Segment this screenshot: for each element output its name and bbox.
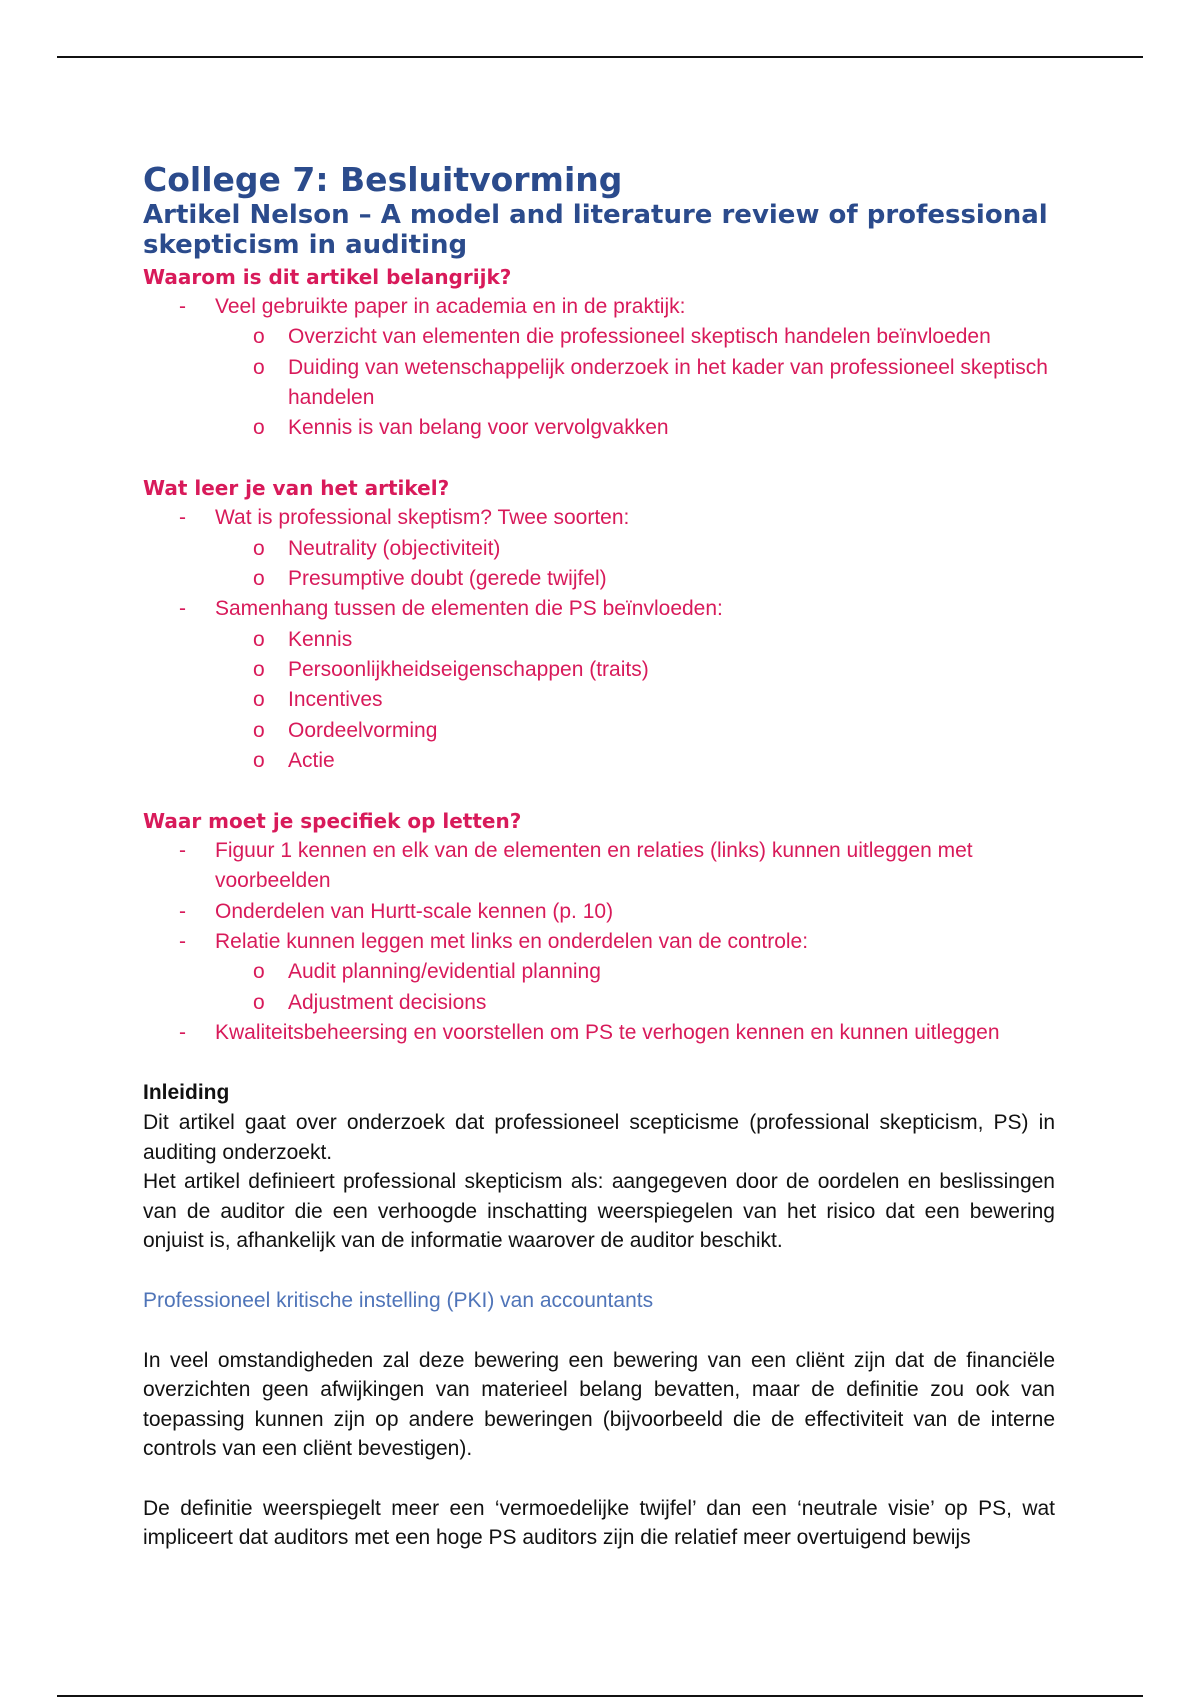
dash-marker: - bbox=[179, 295, 186, 318]
sub-item-text: Kennis bbox=[288, 627, 353, 651]
intro-paragraph-2: Het artikel definieert professional skepticism als: aangegeven door de oordelen en beslissingen van de auditor die een verhoogde inschatting weerspiegelen van het risico dat een bewering onjuist is, afhankelijk van de informatie waarover de auditor beschikt. bbox=[143, 1170, 1055, 1253]
list-item-text: Figuur 1 kennen en elk van de elementen en relaties (links) kunnen uitleggen met voorbeelden bbox=[215, 839, 973, 893]
section-heading: Waar moet je specifiek op letten? bbox=[143, 809, 522, 834]
sub-item-text: Persoonlijkheidseigenschappen (traits) bbox=[288, 657, 649, 681]
list-item bbox=[143, 503, 1055, 594]
sub-list-item bbox=[143, 534, 1055, 564]
section-heading: Waarom is dit artikel belangrijk? bbox=[143, 265, 512, 289]
list-item bbox=[143, 292, 1055, 443]
sub-list-item bbox=[143, 988, 1055, 1018]
pki-heading: Professioneel kritische instelling (PKI) van accountants bbox=[143, 1288, 654, 1312]
circle-marker: o bbox=[253, 748, 265, 772]
list-item bbox=[143, 594, 1055, 776]
header-rule bbox=[57, 56, 1143, 58]
pki-paragraph-1: In veel omstandigheden zal deze bewering een bewering van een cliënt zijn dat de financiële overzichten geen afwijkingen van materieel belang bevatten, maar de definitie zou ook van toepassing kunnen zijn op andere beweringen (bijvoorbeeld die de effectiviteit van de interne controls van een cliënt bevestigen). bbox=[143, 1348, 1055, 1461]
sub-list-item bbox=[143, 716, 1055, 746]
sub-item-text: Actie bbox=[288, 748, 335, 772]
pki-paragraph-2: De definitie weerspiegelt meer een ‘vermoedelijke twijfel’ dan een ‘neutrale visie’ op PS, wat impliceert dat auditors met een hoge PS auditors zijn die relatief meer overtuigend bewijs bbox=[143, 1496, 1055, 1550]
circle-marker: o bbox=[253, 688, 265, 712]
list-item-text: Veel gebruikte paper in academia en in de praktijk: bbox=[215, 295, 686, 318]
circle-marker: o bbox=[253, 990, 265, 1014]
dash-marker: - bbox=[179, 899, 186, 923]
bullet-list bbox=[143, 503, 1055, 776]
sub-item-text: Oordeelvorming bbox=[288, 718, 438, 742]
list-item-text: Relatie kunnen leggen met links en onderdelen van de controle: bbox=[215, 930, 809, 954]
sub-list-item bbox=[143, 353, 1055, 414]
circle-marker: o bbox=[253, 416, 265, 440]
circle-marker: o bbox=[253, 567, 265, 591]
intro-heading: Inleiding bbox=[143, 1081, 230, 1105]
sub-item-text: Presumptive doubt (gerede twijfel) bbox=[288, 567, 607, 591]
section-why-important bbox=[143, 262, 1055, 443]
sub-list bbox=[215, 322, 1055, 443]
circle-marker: o bbox=[253, 960, 265, 984]
sub-list-item bbox=[143, 625, 1055, 655]
sub-item-text: Audit planning/evidential planning bbox=[288, 960, 601, 984]
sub-list bbox=[215, 534, 1055, 595]
footer-rule bbox=[57, 1695, 1143, 1697]
sub-list-item bbox=[143, 957, 1055, 987]
circle-marker: o bbox=[253, 325, 265, 349]
section-heading: Wat leer je van het artikel? bbox=[143, 476, 450, 501]
sub-list-item bbox=[143, 413, 1055, 443]
section-introduction bbox=[143, 1078, 1055, 1256]
dash-marker: - bbox=[179, 930, 186, 954]
sub-item-text: Adjustment decisions bbox=[288, 990, 487, 1014]
list-item-text: Wat is professional skeptism? Twee soorten: bbox=[215, 506, 630, 530]
dash-marker: - bbox=[179, 839, 186, 863]
page-title: College 7: Besluitvorming bbox=[143, 160, 623, 199]
sub-list-item bbox=[143, 564, 1055, 594]
bullet-list bbox=[143, 292, 1055, 443]
dash-marker: - bbox=[179, 597, 186, 621]
circle-marker: o bbox=[253, 627, 265, 651]
list-item bbox=[143, 927, 1055, 1018]
sub-list-item bbox=[143, 746, 1055, 776]
sub-item-text: Incentives bbox=[288, 688, 383, 712]
circle-marker: o bbox=[253, 355, 265, 379]
section-attention-points bbox=[143, 806, 1055, 1048]
sub-item-text: Overzicht van elementen die professioneel skeptisch handelen beïnvloeden bbox=[288, 325, 991, 349]
sub-list-item bbox=[143, 322, 1055, 352]
list-item-text: Kwaliteitsbeheersing en voorstellen om PS te verhogen kennen en kunnen uitleggen bbox=[215, 1020, 1000, 1044]
circle-marker: o bbox=[253, 718, 265, 742]
circle-marker: o bbox=[253, 536, 265, 560]
document-page bbox=[143, 160, 1055, 1553]
dash-marker: - bbox=[179, 1020, 186, 1044]
list-item bbox=[143, 836, 1055, 897]
sub-list bbox=[215, 625, 1055, 776]
list-item-text: Onderdelen van Hurtt-scale kennen (p. 10) bbox=[215, 899, 614, 923]
list-item-text: Samenhang tussen de elementen die PS beïnvloeden: bbox=[215, 597, 723, 621]
list-item bbox=[143, 897, 1055, 927]
section-pki bbox=[143, 1346, 1055, 1553]
sub-list bbox=[215, 957, 1055, 1018]
article-subtitle: Artikel Nelson – A model and literature review of professional skepticism in auditing bbox=[143, 200, 1048, 260]
sub-list-item bbox=[143, 685, 1055, 715]
sub-item-text: Duiding van wetenschappelijk onderzoek in het kader van professioneel skeptisch handelen bbox=[288, 355, 1048, 409]
bullet-list bbox=[143, 836, 1055, 1048]
circle-marker: o bbox=[253, 657, 265, 681]
sub-item-text: Neutrality (objectiviteit) bbox=[288, 536, 501, 560]
dash-marker: - bbox=[179, 506, 186, 530]
section-what-learn bbox=[143, 473, 1055, 776]
sub-list-item bbox=[143, 655, 1055, 685]
sub-item-text: Kennis is van belang voor vervolgvakken bbox=[288, 416, 669, 440]
intro-paragraph-1: Dit artikel gaat over onderzoek dat professioneel scepticisme (professional skepticism, PS) in auditing onderzoekt. bbox=[143, 1111, 1055, 1164]
list-item bbox=[143, 1018, 1055, 1048]
